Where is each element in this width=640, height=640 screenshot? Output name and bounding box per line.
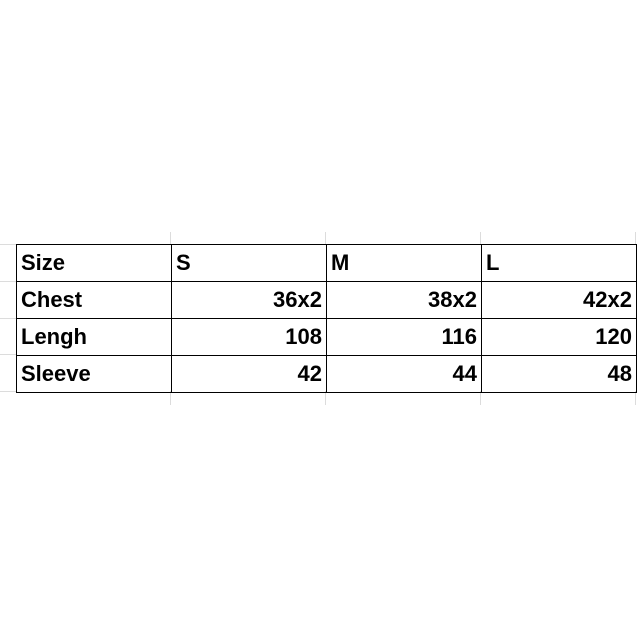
row-label-chest[interactable]: Chest [17, 282, 172, 319]
gridline [480, 232, 481, 244]
table-row [17, 282, 637, 319]
row-label-length[interactable]: Lengh [17, 319, 172, 356]
header-cell-size[interactable]: Size [17, 245, 172, 282]
header-cell-l[interactable]: L [482, 245, 637, 282]
gridline [480, 391, 481, 405]
gridline [0, 244, 16, 245]
cell-sleeve-m[interactable]: 44 [327, 356, 482, 393]
row-label-sleeve[interactable]: Sleeve [17, 356, 172, 393]
gridline [170, 391, 171, 405]
gridline [0, 391, 16, 392]
size-chart-table [16, 244, 637, 393]
cell-sleeve-s[interactable]: 42 [172, 356, 327, 393]
gridline [0, 354, 16, 355]
cell-length-s[interactable]: 108 [172, 319, 327, 356]
gridline [635, 391, 636, 405]
gridline [0, 281, 16, 282]
gridline [325, 391, 326, 405]
cell-length-l[interactable]: 120 [482, 319, 637, 356]
cell-sleeve-l[interactable]: 48 [482, 356, 637, 393]
gridline [635, 232, 636, 244]
table-row [17, 319, 637, 356]
gridline [0, 318, 16, 319]
cell-chest-s[interactable]: 36x2 [172, 282, 327, 319]
cell-chest-m[interactable]: 38x2 [327, 282, 482, 319]
header-row [17, 245, 637, 282]
cell-chest-l[interactable]: 42x2 [482, 282, 637, 319]
cell-length-m[interactable]: 116 [327, 319, 482, 356]
header-cell-m[interactable]: M [327, 245, 482, 282]
gridline [325, 232, 326, 244]
table-row [17, 356, 637, 393]
gridline [170, 232, 171, 244]
header-cell-s[interactable]: S [172, 245, 327, 282]
